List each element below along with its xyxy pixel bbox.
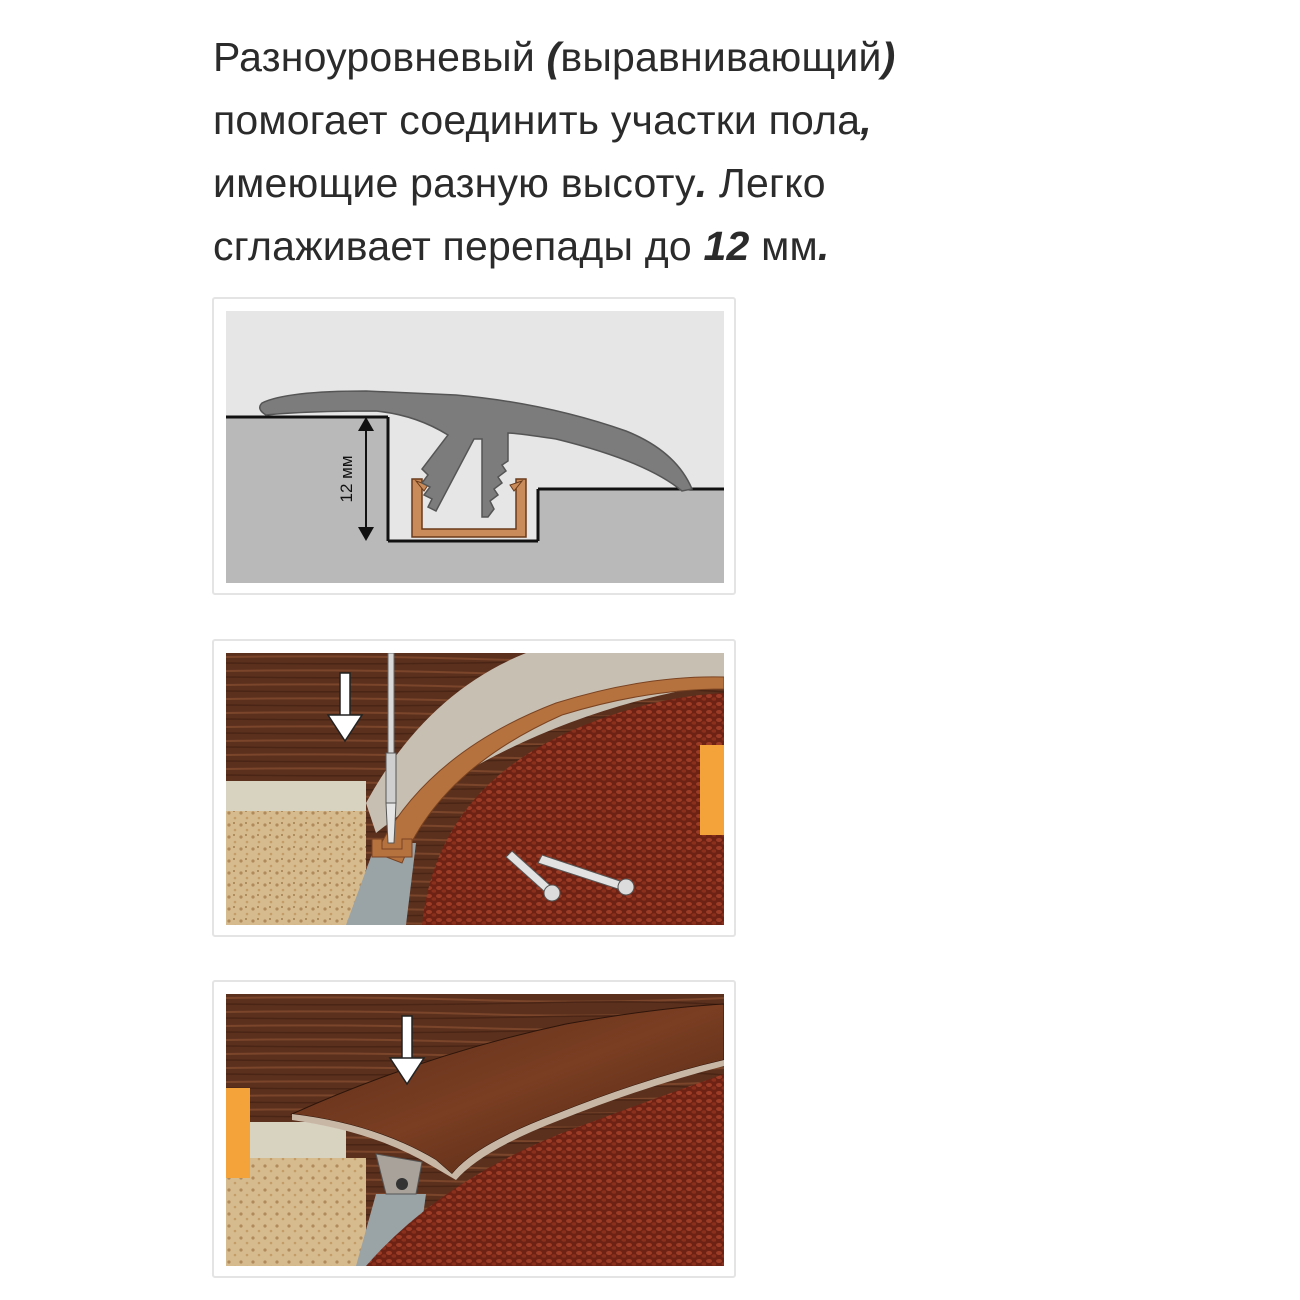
- desc-paren-open: (: [546, 34, 561, 80]
- desc-part-5: Легко сглаживает перепады до: [213, 160, 826, 269]
- desc-comma: ,: [860, 97, 872, 143]
- desc-period-1: .: [695, 160, 708, 206]
- desc-number: 12: [703, 223, 750, 269]
- desc-part-1: Разноуровневый: [213, 34, 547, 80]
- installation-svg-2: [226, 994, 724, 1266]
- desc-period-2: .: [817, 223, 830, 269]
- orange-marker: [700, 745, 724, 835]
- cross-section-svg: [226, 311, 724, 583]
- orange-marker-2: [226, 1088, 250, 1178]
- profile-diagram-figure: [212, 297, 736, 595]
- height-label: 12 мм: [337, 455, 356, 503]
- cork-underlay: [226, 811, 366, 925]
- profile-diagram: [226, 311, 724, 583]
- installation-svg-1: [226, 653, 724, 925]
- description-text: [213, 26, 1053, 278]
- lower-floor: [538, 489, 724, 583]
- installation-photo-1: [212, 639, 736, 937]
- upper-floor: [226, 417, 388, 583]
- desc-unit: мм: [749, 223, 818, 269]
- installation-photo-2: [212, 980, 736, 1278]
- installation-image-1: [226, 653, 724, 925]
- desc-paren-close: ): [881, 34, 896, 80]
- desc-part-3: помогает соединить участки пола: [213, 97, 861, 143]
- desc-part-2: выравнивающий: [560, 34, 882, 80]
- installation-image-2: [226, 994, 724, 1266]
- desc-part-4: имеющие разную высоту: [213, 160, 696, 206]
